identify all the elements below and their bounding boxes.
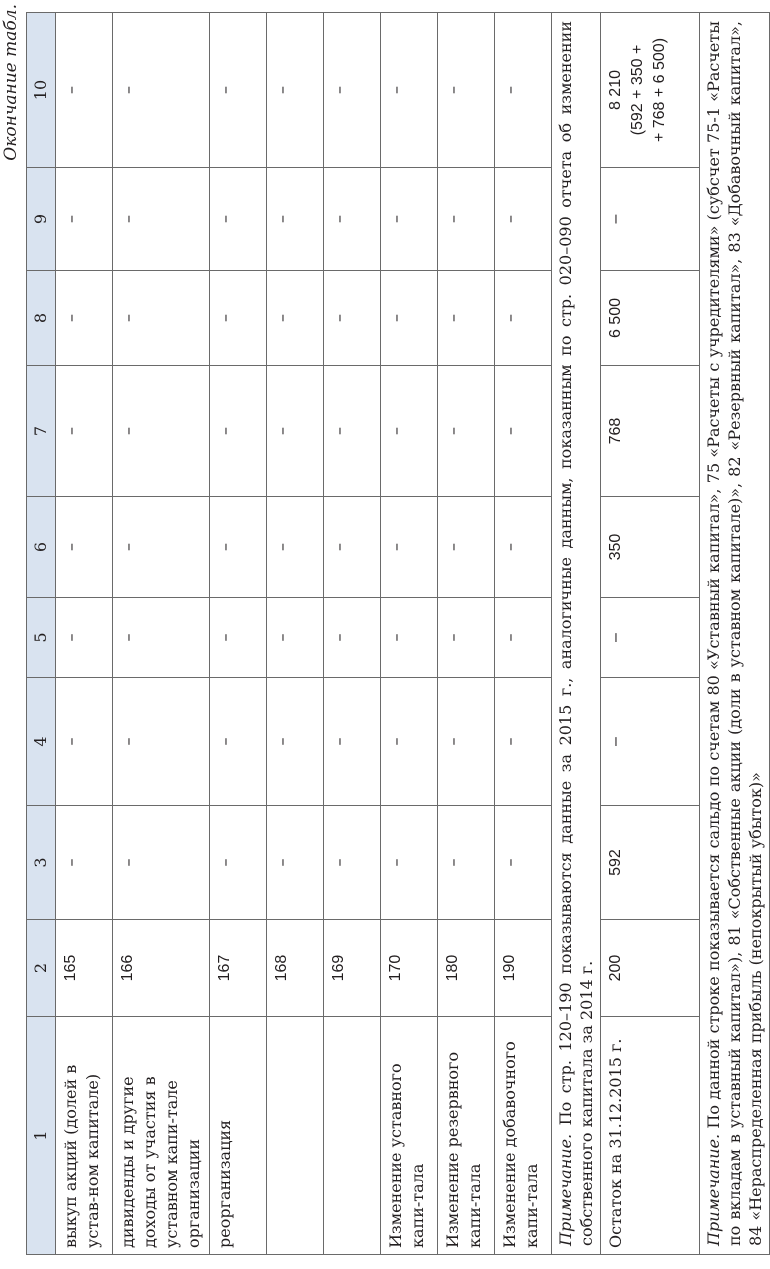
table-cell: 170 [381,920,438,1017]
row-label: дивиденды и другие доходы от участия в уставном капи-тале организации [113,1017,210,1255]
table-row [113,13,210,1255]
header-cell: 3 [27,806,56,920]
table-cell: – [601,168,700,271]
table-cell: – [601,678,700,806]
note-cell [700,13,770,1255]
table-caption: Окончание табл. [1,4,21,161]
table-cell: – [267,271,324,366]
table-cell: – [113,806,210,920]
table-cell: – [324,678,381,806]
note-cell [552,13,601,1255]
table-cell: – [601,598,700,678]
table-cell: – [267,366,324,497]
table-cell: – [381,598,438,678]
table-cell: – [210,271,267,366]
row-label: Изменение уставного капи-тала [381,1017,438,1255]
table-row [210,13,267,1255]
table-cell: – [495,168,552,271]
table-cell: – [267,678,324,806]
table-cell: – [381,678,438,806]
table-cell: 768 [601,366,700,497]
total-row [601,13,700,1255]
note-label: Примечание. [704,1133,723,1246]
table-cell: – [267,806,324,920]
row-label: Изменение добавочного капи-тала [495,1017,552,1255]
row-label [324,1017,381,1255]
table-row [267,13,324,1255]
table-cell: – [324,598,381,678]
table-row [324,13,381,1255]
table-cell: – [381,271,438,366]
table-cell: 169 [324,920,381,1017]
table-cell: – [324,13,381,168]
table-cell: – [113,598,210,678]
table-cell: – [324,806,381,920]
row-label: Изменение резервного капи-тала [438,1017,495,1255]
table-cell: – [56,271,113,366]
table-cell: – [324,271,381,366]
table-cell: – [56,598,113,678]
table-cell: – [495,271,552,366]
header-cell: 9 [27,168,56,271]
table-row [381,13,438,1255]
table-cell: 200 [601,920,700,1017]
table-cell: 180 [438,920,495,1017]
header-cell: 2 [27,920,56,1017]
table-cell: – [267,168,324,271]
header-cell: 5 [27,598,56,678]
table-cell: 166 [113,920,210,1017]
table-cell: – [438,678,495,806]
table-cell: – [210,806,267,920]
capital-changes-table [26,12,770,1255]
table-cell: – [267,598,324,678]
table-cell: – [210,678,267,806]
header-cell: 1 [27,1017,56,1255]
table-cell: – [113,13,210,168]
table-cell: – [495,806,552,920]
row-label: реорганизация [210,1017,267,1255]
table-cell: – [56,678,113,806]
table-cell: 165 [56,920,113,1017]
table-cell: – [113,497,210,598]
table-cell: – [381,168,438,271]
table-cell: 190 [495,920,552,1017]
table-cell: – [56,497,113,598]
note-text: По стр. 120–190 показываются данные за 2015 г., аналогичные данным, показанным по стр. 020–090 отчета об изменении собственного капитала за 2014 г. [556,21,596,1246]
row-label: Остаток на 31.12.2015 г. [601,1017,700,1255]
table-cell: – [381,366,438,497]
row-label: выкуп акций (долей в устав-ном капитале) [56,1017,113,1255]
table-cell: 592 [601,806,700,920]
header-cell: 7 [27,366,56,497]
table-cell: – [438,497,495,598]
table-cell: – [324,168,381,271]
table-cell: – [438,806,495,920]
table-cell: – [438,271,495,366]
row-label [267,1017,324,1255]
table-cell: – [495,497,552,598]
table-row [495,13,552,1255]
table-cell: – [113,366,210,497]
table-cell: – [210,497,267,598]
table-row [438,13,495,1255]
note-label: Примечание. [556,1133,575,1246]
table-cell: – [381,806,438,920]
table-cell: 167 [210,920,267,1017]
table-cell: – [438,598,495,678]
sum-line: + 768 + 6 500) [651,37,668,143]
header-row [27,13,56,1255]
note-row-1 [552,13,601,1255]
table-cell: – [210,366,267,497]
table-cell: 6 500 [601,271,700,366]
table-row [56,13,113,1255]
table-cell: – [381,13,438,168]
table-cell: – [438,366,495,497]
table-cell: – [438,168,495,271]
table-cell: – [267,497,324,598]
header-cell: 8 [27,271,56,366]
table-cell: – [438,13,495,168]
table-cell: – [267,13,324,168]
header-cell: 6 [27,497,56,598]
table-cell: – [113,168,210,271]
table-cell: 168 [267,920,324,1017]
table-cell: – [210,13,267,168]
table-cell: – [495,678,552,806]
table-cell: – [210,598,267,678]
table-cell: – [495,366,552,497]
sum-line: (592 + 350 + [629,44,646,136]
table-cell: – [56,13,113,168]
header-cell: 10 [27,13,56,168]
table-cell: – [324,366,381,497]
header-cell: 4 [27,678,56,806]
note-text: По данной строке показывается сальдо по счетам 80 «Уставный капитал», 75 «Расчеты с учредителями» (субсчет 75-1 «Расчеты по вкладам в уставный капитал»), 81 «Собственные акции (доли в уставном капитале)», 82 «Резервный капитал», 83 «Добавочный капитал», 84 «Нераспределенная прибыль (непокрытый убыток)» [704,21,765,1246]
total-cell-sum [601,13,700,168]
table-cell: 350 [601,497,700,598]
table-cell: – [113,678,210,806]
table-cell: – [381,497,438,598]
table-cell: – [495,598,552,678]
table-cell: – [495,13,552,168]
sum-line: 8 210 [607,69,624,111]
note-row-2 [700,13,770,1255]
table-cell: – [56,806,113,920]
table-cell: – [56,366,113,497]
table-cell: – [324,497,381,598]
table-cell: – [113,271,210,366]
table-cell: – [56,168,113,271]
table-cell: – [210,168,267,271]
